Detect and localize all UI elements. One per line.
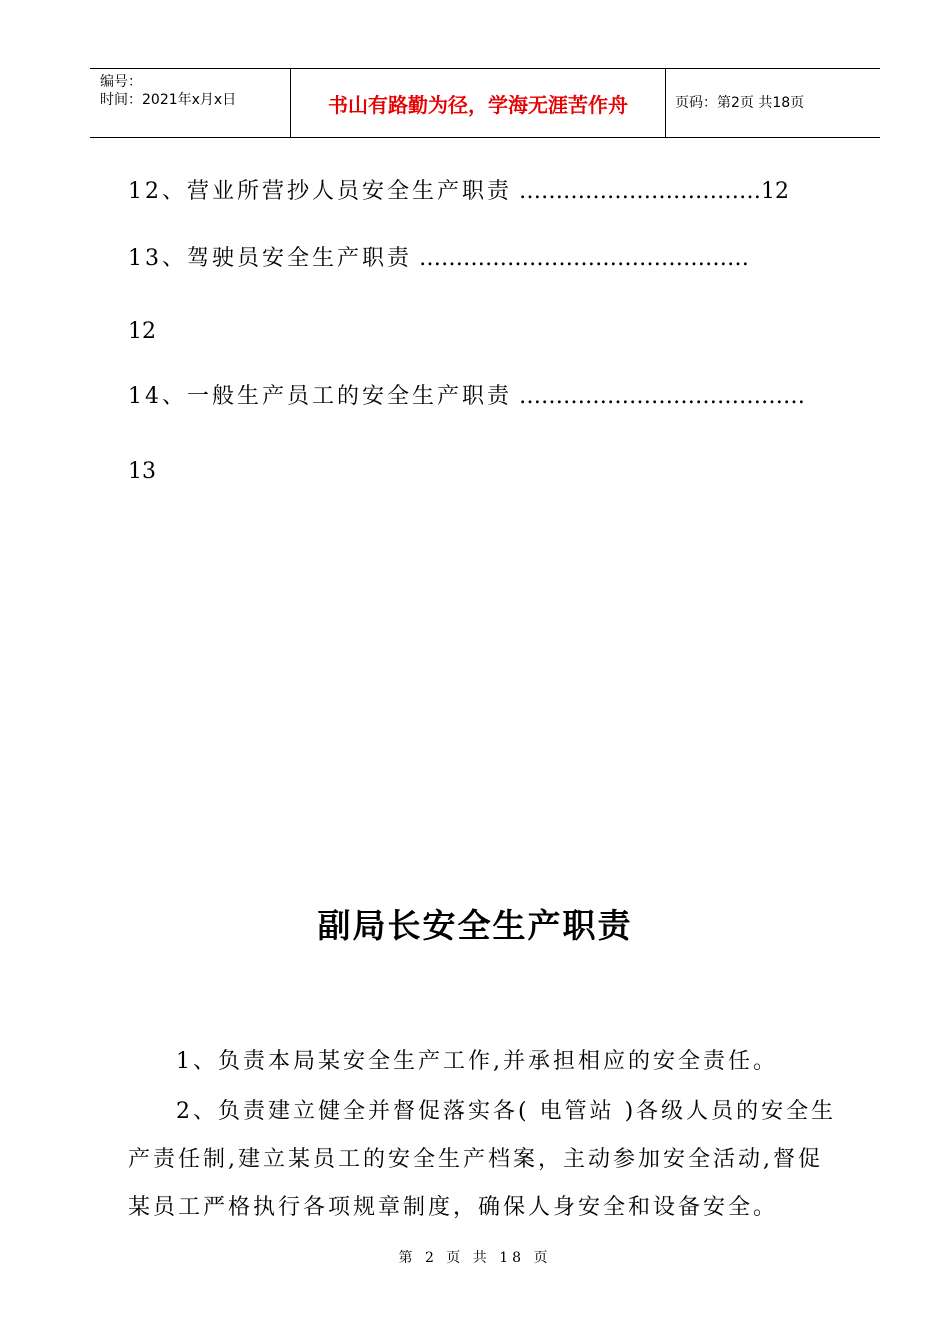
- toc-entry-dots: …………………………………: [519, 384, 805, 409]
- toc-entry-14-page: 13: [128, 459, 156, 484]
- paragraph-2: 2、负责建立健全并督促落实各( 电管站 )各级人员的安全生产责任制,建立某员工的安全生产档案，主动参加安全活动,督促某员工严格执行各项规章制度，确保人身安全和设备安全。: [128, 1099, 837, 1220]
- toc-entry-page: 12: [761, 179, 789, 204]
- toc-entry-dots: ……………………………: [519, 179, 761, 204]
- document-title: 副局长安全生产职责: [317, 906, 633, 945]
- toc-entry-14[interactable]: [128, 382, 840, 412]
- page-footer: 第 2 页 共 18 页: [398, 1250, 552, 1266]
- time-label: 时间：2021年x月x日: [100, 92, 237, 108]
- header-motto: 书山有路勤为径，学海无涯苦作舟: [328, 92, 628, 117]
- toc-entry-title: 14、一般生产员工的安全生产职责: [128, 384, 512, 409]
- page-header: [90, 68, 880, 138]
- toc-entry-13[interactable]: [128, 244, 840, 274]
- toc-entry-13-page: 12: [128, 319, 156, 344]
- toc-entry-title: 13、驾驶员安全生产职责: [128, 246, 412, 271]
- toc-entry-title: 12、营业所营抄人员安全生产职责: [128, 179, 512, 204]
- serial-label: 编号：: [100, 74, 142, 90]
- header-page-info: 页码：第2页 共18页: [675, 95, 805, 111]
- paragraph-1: 1、负责本局某安全生产工作,并承担相应的安全责任。: [176, 1049, 778, 1074]
- header-meta-cell: [90, 69, 290, 137]
- toc-entry-dots: ………………………………………: [419, 246, 749, 271]
- toc-entry-12[interactable]: [128, 177, 840, 207]
- header-motto-cell: [290, 69, 666, 137]
- header-page-cell: [665, 69, 880, 137]
